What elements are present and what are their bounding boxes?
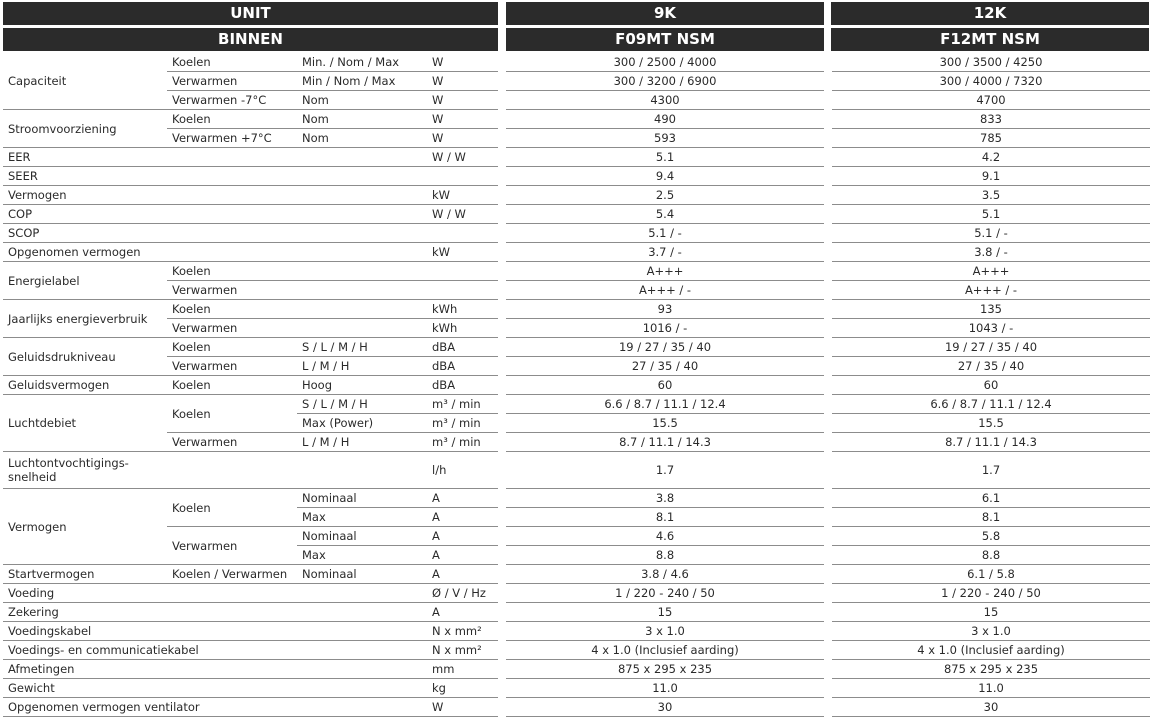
unit-cell: kWh xyxy=(427,300,498,319)
value-12k: 60 xyxy=(832,376,1150,395)
row-label: Afmetingen xyxy=(3,660,427,679)
unit-cell xyxy=(427,262,498,281)
mode-cell: Koelen / Verwarmen xyxy=(167,565,297,584)
value-9k: 875 x 295 x 235 xyxy=(506,660,824,679)
header-col2-model: F12MT NSM xyxy=(831,28,1149,51)
row-label: Geluidsdrukniveau xyxy=(3,338,167,376)
unit-cell: W xyxy=(427,698,498,717)
value-9k: 5.1 xyxy=(506,148,824,167)
value-12k: 3.5 xyxy=(832,186,1150,205)
unit-cell: A xyxy=(427,489,498,508)
mode-cell: Verwarmen xyxy=(167,72,297,91)
spec-table xyxy=(3,53,1150,717)
row-label: Voeding xyxy=(3,584,427,603)
table-row xyxy=(3,489,1150,508)
value-12k: A+++ xyxy=(832,262,1150,281)
value-12k: 6.1 xyxy=(832,489,1150,508)
value-9k: 19 / 27 / 35 / 40 xyxy=(506,338,824,357)
unit-cell xyxy=(427,224,498,243)
value-12k: 11.0 xyxy=(832,679,1150,698)
mode-cell: Verwarmen xyxy=(167,527,297,565)
table-row xyxy=(3,243,1150,262)
value-9k: A+++ xyxy=(506,262,824,281)
value-9k: 11.0 xyxy=(506,679,824,698)
mode-cell: Koelen xyxy=(167,262,427,281)
mode-cell: Verwarmen xyxy=(167,281,427,300)
value-9k: 5.4 xyxy=(506,205,824,224)
row-label: Voedingskabel xyxy=(3,622,427,641)
table-row xyxy=(3,357,1150,376)
value-9k: 1.7 xyxy=(506,452,824,489)
unit-cell: W xyxy=(427,53,498,72)
unit-cell: W xyxy=(427,72,498,91)
table-row xyxy=(3,300,1150,319)
table-row xyxy=(3,110,1150,129)
sub-cell: Max (Power) xyxy=(297,414,427,433)
unit-cell: l/h xyxy=(427,452,498,489)
value-12k: 4700 xyxy=(832,91,1150,110)
mode-cell: Koelen xyxy=(167,489,297,527)
value-12k: 9.1 xyxy=(832,167,1150,186)
row-label: Gewicht xyxy=(3,679,427,698)
row-label: Voedings- en communicatiekabel xyxy=(3,641,427,660)
sub-cell: Nom xyxy=(297,129,427,148)
value-9k: 490 xyxy=(506,110,824,129)
header-col1-model: F09MT NSM xyxy=(506,28,824,51)
value-9k: 15.5 xyxy=(506,414,824,433)
value-12k: 3 x 1.0 xyxy=(832,622,1150,641)
table-row xyxy=(3,603,1150,622)
value-9k: A+++ / - xyxy=(506,281,824,300)
unit-cell: m³ / min xyxy=(427,433,498,452)
header-col1-capacity: 9K xyxy=(506,2,824,25)
unit-cell: kW xyxy=(427,186,498,205)
unit-cell: N x mm² xyxy=(427,641,498,660)
value-9k: 8.7 / 11.1 / 14.3 xyxy=(506,433,824,452)
table-row xyxy=(3,186,1150,205)
value-12k: 30 xyxy=(832,698,1150,717)
value-12k: 833 xyxy=(832,110,1150,129)
mode-cell: Koelen xyxy=(167,110,297,129)
value-12k: 8.1 xyxy=(832,508,1150,527)
value-9k: 15 xyxy=(506,603,824,622)
unit-cell xyxy=(427,167,498,186)
unit-cell: W xyxy=(427,129,498,148)
value-12k: 300 / 3500 / 4250 xyxy=(832,53,1150,72)
row-label: SCOP xyxy=(3,224,427,243)
value-9k: 300 / 3200 / 6900 xyxy=(506,72,824,91)
value-12k: 8.8 xyxy=(832,546,1150,565)
sub-cell: Nom xyxy=(297,91,427,110)
value-9k: 60 xyxy=(506,376,824,395)
sub-cell: Nominaal xyxy=(297,527,427,546)
table-row xyxy=(3,262,1150,281)
value-9k: 1016 / - xyxy=(506,319,824,338)
mode-cell: Koelen xyxy=(167,395,297,433)
value-9k: 6.6 / 8.7 / 11.1 / 12.4 xyxy=(506,395,824,414)
value-9k: 4.6 xyxy=(506,527,824,546)
sub-cell: Max xyxy=(297,508,427,527)
value-12k: 8.7 / 11.1 / 14.3 xyxy=(832,433,1150,452)
value-12k: 135 xyxy=(832,300,1150,319)
row-label: Energielabel xyxy=(3,262,167,300)
table-row xyxy=(3,148,1150,167)
unit-cell: W / W xyxy=(427,148,498,167)
unit-cell: A xyxy=(427,603,498,622)
value-9k: 1 / 220 - 240 / 50 xyxy=(506,584,824,603)
unit-cell: dBA xyxy=(427,376,498,395)
value-12k: 1 / 220 - 240 / 50 xyxy=(832,584,1150,603)
value-9k: 9.4 xyxy=(506,167,824,186)
unit-cell: dBA xyxy=(427,357,498,376)
value-12k: 4 x 1.0 (Inclusief aarding) xyxy=(832,641,1150,660)
value-9k: 3 x 1.0 xyxy=(506,622,824,641)
unit-cell: A xyxy=(427,508,498,527)
mode-cell: Verwarmen +7°C xyxy=(167,129,297,148)
unit-cell: A xyxy=(427,527,498,546)
row-label: Opgenomen vermogen xyxy=(3,243,427,262)
unit-cell: W xyxy=(427,91,498,110)
table-row xyxy=(3,319,1150,338)
value-12k: 19 / 27 / 35 / 40 xyxy=(832,338,1150,357)
mode-cell: Koelen xyxy=(167,300,427,319)
header-unit: UNIT xyxy=(3,2,498,25)
value-9k: 593 xyxy=(506,129,824,148)
table-row xyxy=(3,527,1150,546)
table-row xyxy=(3,281,1150,300)
unit-cell: kg xyxy=(427,679,498,698)
unit-cell: A xyxy=(427,546,498,565)
unit-cell: dBA xyxy=(427,338,498,357)
unit-cell: kWh xyxy=(427,319,498,338)
row-label: EER xyxy=(3,148,427,167)
table-row xyxy=(3,565,1150,584)
table-row xyxy=(3,72,1150,91)
table-row xyxy=(3,129,1150,148)
value-12k: 15 xyxy=(832,603,1150,622)
row-label: Luchtdebiet xyxy=(3,395,167,452)
value-9k: 30 xyxy=(506,698,824,717)
sub-cell: Nominaal xyxy=(297,489,427,508)
value-12k: A+++ / - xyxy=(832,281,1150,300)
table-row xyxy=(3,376,1150,395)
value-12k: 785 xyxy=(832,129,1150,148)
table-row xyxy=(3,53,1150,72)
value-12k: 300 / 4000 / 7320 xyxy=(832,72,1150,91)
sub-cell: Min. / Nom / Max xyxy=(297,53,427,72)
sub-cell: S / L / M / H xyxy=(297,395,427,414)
row-label: Geluidsvermogen xyxy=(3,376,167,395)
sub-cell: S / L / M / H xyxy=(297,338,427,357)
mode-cell: Verwarmen xyxy=(167,433,297,452)
row-label: Luchtontvochtigings- snelheid xyxy=(3,452,167,489)
table-row xyxy=(3,622,1150,641)
row-label: Jaarlijks energieverbruik xyxy=(3,300,167,338)
sub-cell: Max xyxy=(297,546,427,565)
mode-cell: Koelen xyxy=(167,53,297,72)
value-9k: 93 xyxy=(506,300,824,319)
header-binnen: BINNEN xyxy=(3,28,498,51)
table-row xyxy=(3,698,1150,717)
sub-cell: Nom xyxy=(297,110,427,129)
row-label: Startvermogen xyxy=(3,565,167,584)
table-row xyxy=(3,395,1150,414)
table-row xyxy=(3,205,1150,224)
table-row xyxy=(3,641,1150,660)
value-12k: 6.1 / 5.8 xyxy=(832,565,1150,584)
value-9k: 8.1 xyxy=(506,508,824,527)
sub-cell: L / M / H xyxy=(297,357,427,376)
table-row xyxy=(3,584,1150,603)
table-row xyxy=(3,679,1150,698)
table-row xyxy=(3,452,1150,489)
table-row xyxy=(3,91,1150,110)
row-label: Capaciteit xyxy=(3,53,167,110)
header-col2-capacity: 12K xyxy=(831,2,1149,25)
table-row xyxy=(3,224,1150,243)
unit-cell: mm xyxy=(427,660,498,679)
row-label: Zekering xyxy=(3,603,427,622)
mode-cell: Verwarmen -7°C xyxy=(167,91,297,110)
value-12k: 5.8 xyxy=(832,527,1150,546)
unit-cell: m³ / min xyxy=(427,414,498,433)
table-row xyxy=(3,660,1150,679)
unit-cell: W xyxy=(427,110,498,129)
row-label: COP xyxy=(3,205,427,224)
value-9k: 4 x 1.0 (Inclusief aarding) xyxy=(506,641,824,660)
value-9k: 5.1 / - xyxy=(506,224,824,243)
value-9k: 3.8 / 4.6 xyxy=(506,565,824,584)
unit-cell: N x mm² xyxy=(427,622,498,641)
value-12k: 27 / 35 / 40 xyxy=(832,357,1150,376)
row-label: Vermogen xyxy=(3,186,427,205)
sub-cell: L / M / H xyxy=(297,433,427,452)
value-9k: 300 / 2500 / 4000 xyxy=(506,53,824,72)
value-9k: 3.7 / - xyxy=(506,243,824,262)
value-9k: 4300 xyxy=(506,91,824,110)
value-12k: 875 x 295 x 235 xyxy=(832,660,1150,679)
row-label: Stroomvoorziening xyxy=(3,110,167,148)
value-9k: 27 / 35 / 40 xyxy=(506,357,824,376)
row-label: Vermogen xyxy=(3,489,167,565)
mode-cell: Verwarmen xyxy=(167,319,427,338)
value-12k: 4.2 xyxy=(832,148,1150,167)
table-row xyxy=(3,338,1150,357)
unit-cell xyxy=(427,281,498,300)
unit-cell: kW xyxy=(427,243,498,262)
value-12k: 1043 / - xyxy=(832,319,1150,338)
sub-cell: Min / Nom / Max xyxy=(297,72,427,91)
value-12k: 5.1 xyxy=(832,205,1150,224)
unit-cell: m³ / min xyxy=(427,395,498,414)
sub-cell: Nominaal xyxy=(297,565,427,584)
unit-cell: A xyxy=(427,565,498,584)
value-12k: 6.6 / 8.7 / 11.1 / 12.4 xyxy=(832,395,1150,414)
value-9k: 3.8 xyxy=(506,489,824,508)
unit-cell: W / W xyxy=(427,205,498,224)
value-9k: 2.5 xyxy=(506,186,824,205)
unit-cell: Ø / V / Hz xyxy=(427,584,498,603)
mode-cell: Verwarmen xyxy=(167,357,297,376)
row-label: Opgenomen vermogen ventilator xyxy=(3,698,427,717)
value-12k: 15.5 xyxy=(832,414,1150,433)
mode-cell: Koelen xyxy=(167,376,297,395)
row-label: SEER xyxy=(3,167,427,186)
value-9k: 8.8 xyxy=(506,546,824,565)
table-row xyxy=(3,167,1150,186)
value-12k: 3.8 / - xyxy=(832,243,1150,262)
value-12k: 1.7 xyxy=(832,452,1150,489)
table-row xyxy=(3,433,1150,452)
mode-cell: Koelen xyxy=(167,338,297,357)
sub-cell: Hoog xyxy=(297,376,427,395)
value-12k: 5.1 / - xyxy=(832,224,1150,243)
